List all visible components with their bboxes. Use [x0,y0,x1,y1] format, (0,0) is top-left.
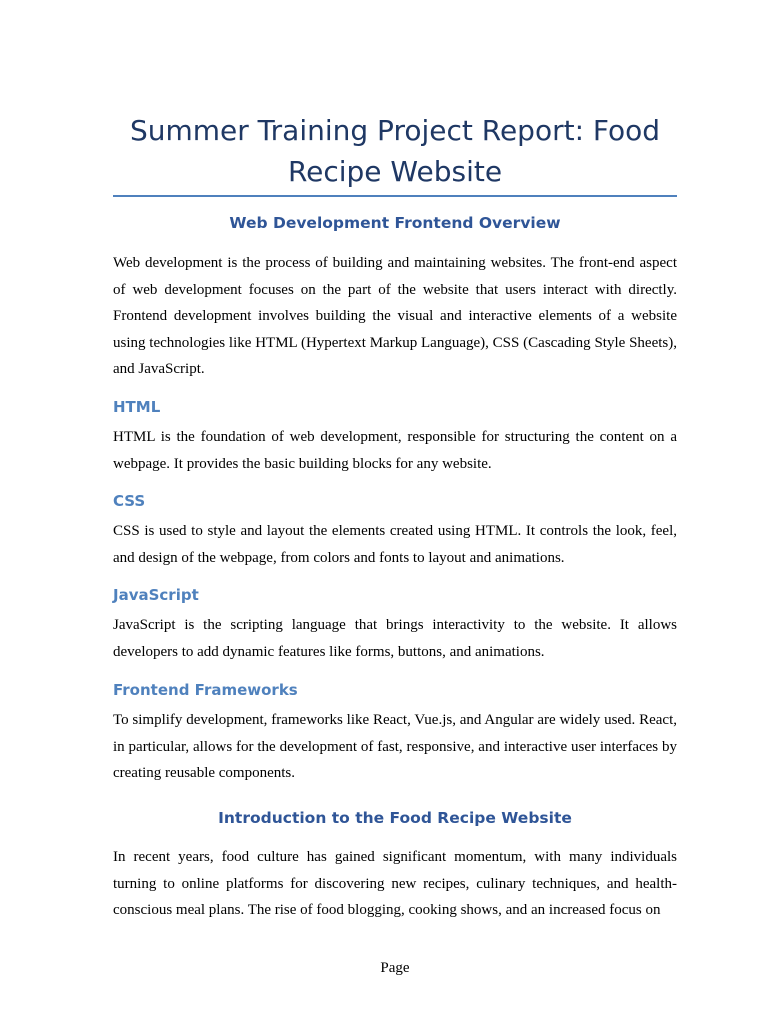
paragraph-overview: Web development is the process of building and maintaining websites. The front-end aspect of web development focuses on the part of the website that users interact with directly. Frontend development involves building the visual and interactive elements of a website using technologies like HTML (Hypertext Markup Language), CSS (Cascading Style Sheets), and JavaScript. [113,255,677,378]
paragraph-html: HTML is the foundation of web development, responsible for structuring the content on a webpage. It provides the basic building blocks for any website. [113,429,677,472]
section-heading-introduction: Introduction to the Food Recipe Website [218,809,572,827]
page-footer: Page [380,960,410,976]
sub-heading-css: CSS [113,492,146,510]
sub-heading-javascript: JavaScript [113,586,199,604]
sub-heading-frontend-frameworks: Frontend Frameworks [113,681,298,699]
paragraph-css: CSS is used to style and layout the elements created using HTML. It controls the look, feel, and design of the webpage, from colors and fonts to layout and animations. [113,523,677,566]
document-page [113,0,677,1024]
paragraph-introduction: In recent years, food culture has gained significant momentum, with many individuals turning to online platforms for discovering new recipes, culinary techniques, and health-conscious meal plans. The rise of food blogging, cooking shows, and an increased focus on [113,849,677,919]
title-divider [113,195,677,197]
section-heading-overview: Web Development Frontend Overview [229,214,561,232]
sub-heading-html: HTML [113,398,161,416]
paragraph-javascript: JavaScript is the scripting language that brings interactivity to the website. It allows developers to add dynamic features like forms, buttons, and animations. [113,617,677,660]
document-title: Summer Training Project Report: Food Recipe Website [129,114,661,188]
paragraph-frontend-frameworks: To simplify development, frameworks like React, Vue.js, and Angular are widely used. React, in particular, allows for the development of fast, responsive, and interactive user interfaces by creating reusable components. [113,712,677,782]
